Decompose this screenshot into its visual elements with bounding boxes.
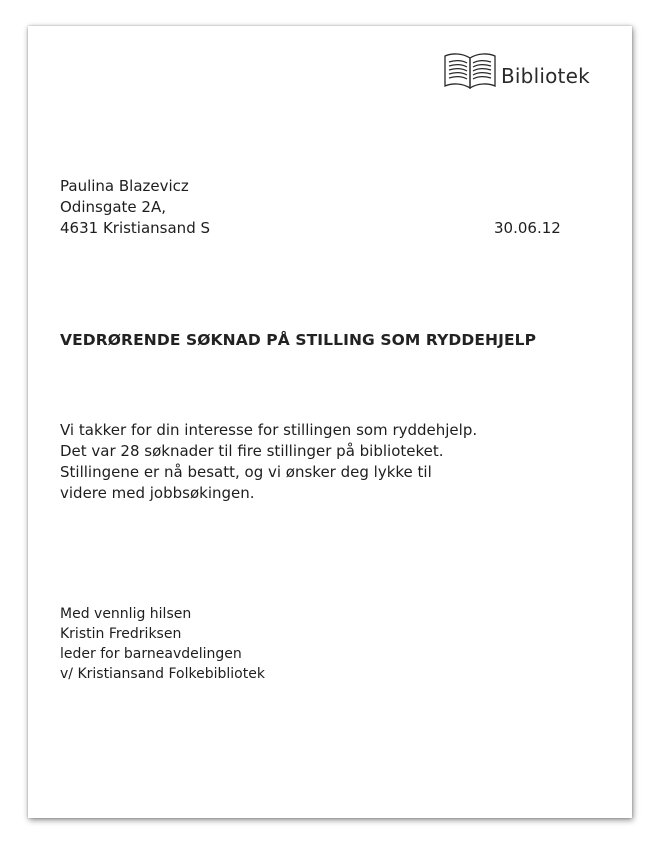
body-line: Stillingene er nå besatt, og vi ønsker deg lykke til (60, 463, 432, 481)
signer-title: leder for barneavdelingen (60, 646, 242, 662)
body-line: Det var 28 søknader til fire stillinger på biblioteket. (60, 442, 444, 460)
open-book-icon (443, 48, 497, 92)
library-logo (443, 48, 590, 92)
letter-subject: VEDRØRENDE SØKNAD PÅ STILLING SOM RYDDEHJELP (60, 331, 537, 349)
recipient-street: Odinsgate 2A, (60, 198, 166, 216)
signer-organization: v/ Kristiansand Folkebibliotek (60, 666, 265, 682)
logo-text: Bibliotek (501, 64, 590, 88)
recipient-city: 4631 Kristiansand S (60, 219, 210, 237)
letter-body (60, 420, 477, 504)
closing-greeting: Med vennlig hilsen (60, 606, 192, 622)
letter-closing (60, 604, 265, 684)
body-line: Vi takker for din interesse for stillingen som ryddehjelp. (60, 421, 478, 439)
body-line: videre med jobbsøkingen. (60, 484, 255, 502)
letter-date: 30.06.12 (494, 219, 561, 237)
signer-name: Kristin Fredriksen (60, 626, 182, 642)
recipient-name: Paulina Blazevicz (60, 177, 189, 195)
letter-page (28, 26, 632, 818)
recipient-address (60, 176, 210, 239)
